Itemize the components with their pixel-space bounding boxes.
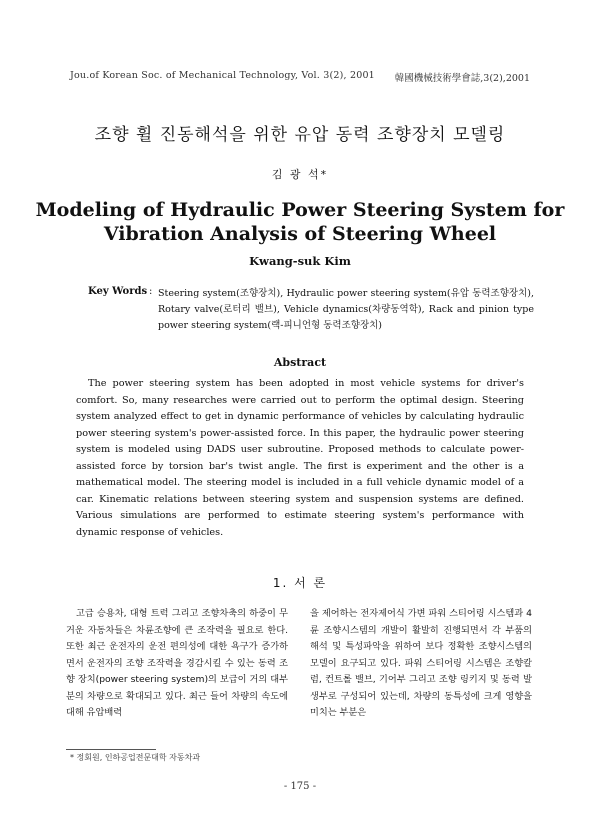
english-title-line1: Modeling of Hydraulic Power Steering System for	[35, 199, 565, 221]
journal-header-left: Jou.of Korean Soc. of Mechanical Technology, Vol. 3(2), 2001	[70, 70, 375, 81]
page-number: - 175 -	[283, 781, 317, 792]
english-title	[0, 198, 600, 246]
korean-title: 조향 휠 진동해석을 위한 유압 동력 조향장치 모델링	[94, 125, 506, 145]
keywords-text: Steering system(조향장치), Hydraulic power steering system(유압 동력조향장치), Rotary valve(로터리 밸브), Vehicle dynamics(차량동역학), Rack and pinion type power steering system(랙-피니언형 동력조향장치)	[158, 288, 534, 331]
footnote-divider	[66, 749, 156, 750]
abstract-heading: Abstract	[273, 356, 327, 369]
keywords-label: Key Words	[88, 286, 148, 297]
abstract-text: The power steering system has been adopted in most vehicle systems for driver's comfort. So, many researches were carried out to perform the optimal design. Steering system analyzed effect to get in dynamic performance of vehicles by calculating hydraulic power steering system's power-assisted force. In this paper, the hydraulic power steering system is modeled using DADS user subroutine. Proposed methods to calculate power-assisted force by torsion bar's twist angle. The first is experiment and the other is a mathematical model. The steering model is included in a full vehicle dynamic model of a car. Kinematic relations between steering system and suspension systems are defined. Various simulations are performed to estimate steering system's performance with dynamic response of vehicles.	[76, 378, 524, 538]
introduction-left-column: 고급 승용차, 대형 트럭 그리고 조향차축의 하중이 무거운 자동차들은 차륜조향에 큰 조작력을 필요로 한다. 또한 최근 운전자의 운전 편의성에 대한 욕구가 증가하면서 운전자의 조향 조작력을 경감시킬 수 있는 동력 조향 장치(power steering system)의 보급이 거의 대부분의 차량으로 확대되고 있다. 최근 들어 차량의 속도에 대해 유압배력	[66, 608, 288, 718]
author-affiliation-footnote: * 정회원, 인하공업전문대학 자동차과	[70, 753, 201, 762]
keywords-colon: :	[149, 286, 153, 297]
korean-author: 김 광 석*	[271, 168, 329, 181]
section-heading-introduction: 1. 서 론	[272, 576, 328, 590]
journal-header-right: 韓國機械技術學會誌,3(2),2001	[394, 73, 530, 84]
english-title-line2: Vibration Analysis of Steering Wheel	[103, 223, 497, 245]
introduction-right-column: 을 제어하는 전자제어식 가변 파워 스티어링 시스템과 4륜 조향시스템의 개발이 활발히 진행되면서 각 부품의 해석 및 특성파악을 위하여 보다 정확한 조향시스템의 모델이 요구되고 있다. 파워 스티어링 시스템은 조향칼럼, 컨트롤 밸브, 기어부 그리고 조향 링키지 및 동력 발생부로 구성되어 있는데, 차량의 동특성에 크게 영향을 미치는 부분은	[310, 608, 532, 718]
english-author: Kwang-suk Kim	[249, 254, 351, 268]
